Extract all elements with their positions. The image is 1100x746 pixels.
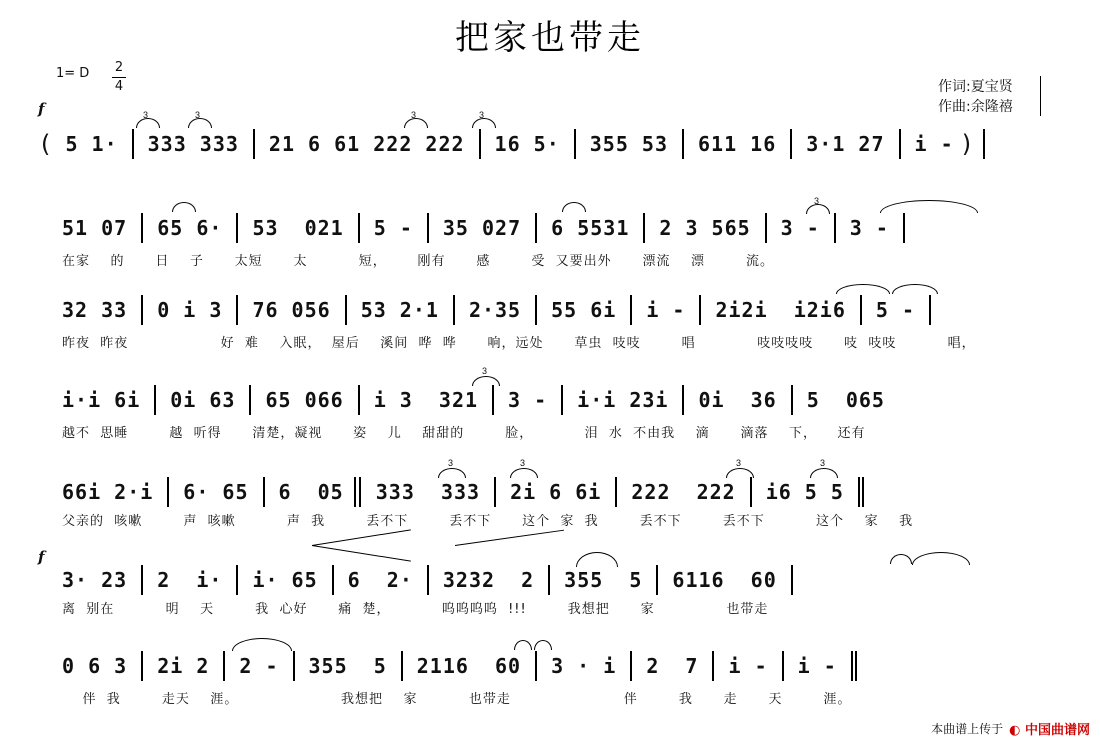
barline — [561, 385, 563, 415]
measure: 35 027 — [442, 216, 522, 240]
measure: 333 333 — [147, 132, 239, 156]
barline — [903, 213, 905, 243]
barline — [630, 295, 632, 325]
barline — [782, 651, 784, 681]
measure: 2i 2 — [157, 654, 210, 678]
barline — [699, 295, 701, 325]
logo-icon: ◐ — [1009, 723, 1021, 738]
footer-credit — [931, 719, 1090, 738]
measure: 5 - — [875, 298, 915, 322]
measure: i·i 23i — [577, 388, 669, 412]
measure: 333 333 — [375, 480, 481, 504]
measure: 32 33 — [62, 298, 128, 322]
barline — [427, 213, 429, 243]
measure: 6· 65 — [183, 480, 249, 504]
measure: i - — [797, 654, 837, 678]
measure: i·i 6i — [62, 388, 141, 412]
measure: 3 - — [508, 388, 548, 412]
footer-text: 本曲谱上传于 — [931, 722, 1004, 736]
phrase-slur — [892, 284, 938, 294]
barline — [427, 565, 429, 595]
composer-credit: 作曲:余隆禧 — [938, 99, 1013, 115]
close-paren: ) — [959, 130, 976, 158]
barline — [834, 213, 836, 243]
measure: i - — [914, 132, 954, 156]
dynamic-forte-marking: f — [38, 100, 45, 118]
barline — [643, 213, 645, 243]
triplet-mark: 3 — [820, 458, 826, 468]
barline — [535, 295, 537, 325]
triplet-slur — [510, 468, 538, 478]
barline — [860, 295, 862, 325]
barline — [236, 565, 238, 595]
notes-row-5 — [62, 478, 878, 506]
lyrics-row-7: 伴 我 走天 涯。 我想把 家 也带走 伴 我 走 天 涯。 — [62, 692, 852, 707]
tie-slur — [576, 552, 618, 567]
tie-slur — [912, 552, 970, 565]
barline — [630, 651, 632, 681]
barline — [765, 213, 767, 243]
triplet-mark: 3 — [814, 196, 820, 206]
triplet-mark: 3 — [143, 110, 149, 120]
triplet-mark: 3 — [411, 110, 417, 120]
barline — [141, 213, 143, 243]
barline — [141, 651, 143, 681]
barline — [293, 651, 295, 681]
measure: 2i 6 6i — [510, 480, 602, 504]
notes-row-6 — [62, 566, 807, 594]
measure: 0 i 3 — [157, 298, 223, 322]
measure: 0i 63 — [170, 388, 236, 412]
measure: 51 07 — [62, 216, 128, 240]
triplet-mark: 3 — [448, 458, 454, 468]
barline — [263, 477, 265, 507]
measure: 2 7 — [646, 654, 699, 678]
barline — [712, 651, 714, 681]
time-signature — [112, 60, 126, 95]
barline — [656, 565, 658, 595]
triplet-slur — [806, 204, 830, 214]
measure: 3·1 27 — [806, 132, 885, 156]
measure: 5 1· — [65, 132, 118, 156]
lyrics-row-2: 在家 的 日 子 太短 太 短， 刚有 感 受 又要出外 漂流 漂 流。 — [62, 254, 775, 269]
barline — [929, 295, 931, 325]
measure: i 3 321 — [373, 388, 479, 412]
measure: 3 - — [849, 216, 889, 240]
measure: 16 5· — [494, 132, 560, 156]
notes-row-3 — [62, 296, 945, 324]
key-signature: 1= D — [56, 66, 90, 81]
time-sig-bottom: 4 — [114, 79, 124, 94]
measure: 2116 60 — [416, 654, 522, 678]
measure: 5 - — [373, 216, 413, 240]
barline — [358, 385, 360, 415]
barline — [492, 385, 494, 415]
measure: 355 5 — [308, 654, 387, 678]
measure: 222 222 — [631, 480, 736, 504]
tie-slur — [890, 554, 912, 564]
barline — [750, 477, 752, 507]
decrescendo-hairpin-lower — [312, 545, 411, 562]
measure: 3232 2 — [442, 568, 535, 592]
tie-slur — [562, 202, 586, 212]
measure: 66i 2·i — [62, 480, 154, 504]
decrescendo-hairpin-upper — [312, 529, 411, 546]
measure: i6 5 5 — [765, 480, 844, 504]
measure: 355 53 — [589, 132, 669, 156]
repeat-end-barline — [858, 477, 860, 507]
barline — [791, 565, 793, 595]
lyricist-credit: 作词:夏宝贤 — [938, 79, 1013, 95]
measure: 2 - — [239, 654, 279, 678]
barline — [682, 129, 684, 159]
measure: 3 · i — [551, 654, 617, 678]
tie-slur — [172, 202, 196, 212]
measure: 6 05 — [278, 480, 344, 504]
measure: 76 056 — [252, 298, 331, 322]
measure: 0i 36 — [698, 388, 777, 412]
measure: i - — [646, 298, 686, 322]
credit-divider — [1040, 76, 1041, 116]
barline — [236, 213, 238, 243]
lyrics-row-6: 离 别在 明 天 我 心好 痛 楚， 呜呜呜呜 !!! 我想把 家 也带走 — [62, 602, 769, 617]
barline — [141, 295, 143, 325]
measure: 65 066 — [265, 388, 344, 412]
barline — [791, 385, 793, 415]
barline — [236, 295, 238, 325]
crescendo-hairpin-upper — [455, 530, 564, 546]
measure: 2 i· — [157, 568, 223, 592]
barline — [332, 565, 334, 595]
tie-slur — [534, 640, 552, 650]
barline — [223, 651, 225, 681]
tie-slur — [232, 638, 292, 651]
lyrics-row-4: 越不 思睡 越 听得 清楚，凝视 姿 儿 甜甜的 脸， 泪 水 不由我 滴 滴落 下， 还有 — [62, 426, 866, 441]
measure: 611 16 — [698, 132, 777, 156]
time-sig-top: 2 — [114, 60, 124, 75]
song-title: 把家也带走 — [455, 18, 645, 58]
triplet-mark: 3 — [736, 458, 742, 468]
lyrics-row-3: 昨夜 昨夜 好 难 入眠， 屋后 溪间 哗 哗 响，远处 草虫 吱吱 唱 吱吱吱吱 吱 吱吱 唱， — [62, 336, 976, 351]
barline — [574, 129, 576, 159]
barline — [167, 477, 169, 507]
measure: 65 6· — [157, 216, 223, 240]
barline — [132, 129, 134, 159]
lyrics-row-5: 父亲的 咳嗽 声 咳嗽 声 我 丢不下 丢不下 这个 家 我 丢不下 丢不下 这个 家 我 — [62, 514, 914, 529]
barline — [358, 213, 360, 243]
measure: 53 2·1 — [360, 298, 439, 322]
tie-slur — [514, 640, 532, 650]
barline-end — [983, 129, 985, 159]
dynamic-forte-marking-2: f — [38, 548, 45, 566]
barline — [535, 213, 537, 243]
final-barline — [851, 651, 853, 681]
barline — [494, 477, 496, 507]
barline — [682, 385, 684, 415]
long-slur — [880, 200, 978, 213]
measure: 0 6 3 — [62, 654, 128, 678]
triplet-mark: 3 — [195, 110, 201, 120]
measure: 6 5531 — [551, 216, 630, 240]
triplet-slur — [726, 468, 754, 478]
triplet-mark: 3 — [520, 458, 526, 468]
measure: 53 021 — [252, 216, 344, 240]
barline — [141, 565, 143, 595]
notes-row-1 — [38, 130, 999, 158]
notes-row-2 — [62, 214, 919, 242]
measure: 3 - — [780, 216, 820, 240]
barline — [401, 651, 403, 681]
measure: i· 65 — [252, 568, 318, 592]
time-sig-divider — [112, 77, 126, 78]
barline — [154, 385, 156, 415]
barline — [345, 295, 347, 325]
notes-row-4 — [62, 386, 885, 414]
measure: 55 6i — [551, 298, 617, 322]
triplet-mark: 3 — [482, 366, 488, 376]
phrase-slur — [836, 284, 890, 294]
measure: 6116 60 — [672, 568, 777, 592]
barline — [253, 129, 255, 159]
barline — [615, 477, 617, 507]
measure: 2·35 — [468, 298, 522, 322]
measure: 2 3 565 — [659, 216, 751, 240]
measure: 21 6 61 222 222 — [268, 132, 465, 156]
triplet-slur — [810, 468, 838, 478]
measure: 2i2i i2i6 — [715, 298, 846, 322]
barline — [899, 129, 901, 159]
barline — [249, 385, 251, 415]
open-paren: ( — [38, 130, 54, 158]
triplet-mark: 3 — [479, 110, 485, 120]
barline — [453, 295, 455, 325]
measure: 3· 23 — [62, 568, 128, 592]
triplet-slur — [438, 468, 466, 478]
measure: 355 5 — [564, 568, 643, 592]
barline — [479, 129, 481, 159]
triplet-slur — [472, 376, 500, 386]
barline — [790, 129, 792, 159]
measure: i - — [728, 654, 768, 678]
barline — [535, 651, 537, 681]
measure: 6 2· — [347, 568, 413, 592]
site-name: 中国曲谱网 — [1024, 723, 1090, 738]
site-logo[interactable] — [1009, 719, 1090, 738]
repeat-start-barline — [354, 477, 356, 507]
notes-row-7 — [62, 652, 871, 680]
barline — [548, 565, 550, 595]
measure: 5 065 — [806, 388, 885, 412]
